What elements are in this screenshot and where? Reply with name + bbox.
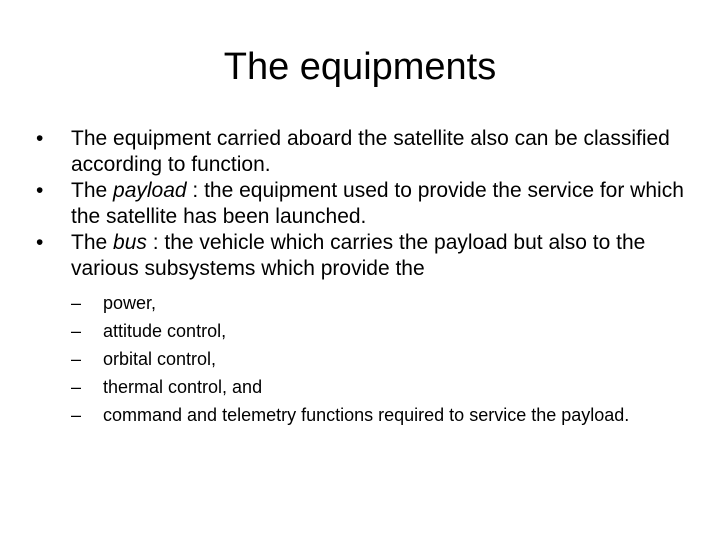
subsystem-text: orbital control, bbox=[103, 349, 217, 369]
bullet-text-lead: The bbox=[71, 231, 114, 254]
subsystem-text: thermal control, and bbox=[103, 377, 263, 397]
slide-body bbox=[36, 126, 686, 429]
bullet-item-payload bbox=[36, 178, 686, 230]
subsystem-item-command-telemetry bbox=[71, 401, 686, 429]
bullet-text-definition: : the vehicle which carries the payload but also to the various subsystems which provide the bbox=[71, 231, 646, 280]
subsystem-item-thermal bbox=[71, 373, 686, 401]
dash-marker: – bbox=[71, 377, 82, 397]
slide-title: The equipments bbox=[223, 46, 497, 88]
subsystem-item-power bbox=[71, 289, 686, 317]
bullet-item-classification bbox=[36, 126, 686, 178]
bullet-item-bus bbox=[36, 230, 686, 429]
bus-term: bus bbox=[113, 231, 147, 254]
dash-marker: – bbox=[71, 349, 82, 369]
dash-marker: – bbox=[71, 293, 82, 313]
bullet-text: The equipment carried aboard the satellite also can be classified according to function. bbox=[71, 127, 670, 176]
bullet-list bbox=[36, 126, 686, 429]
subsystem-item-attitude bbox=[71, 317, 686, 345]
dash-marker: – bbox=[71, 405, 82, 425]
subsystem-item-orbital bbox=[71, 345, 686, 373]
subsystem-list bbox=[71, 289, 686, 429]
bullet-text-definition: : the equipment used to provide the service for which the satellite has been launched. bbox=[71, 179, 684, 228]
bullet-marker: • bbox=[36, 179, 44, 202]
dash-marker: – bbox=[71, 321, 82, 341]
bullet-marker: • bbox=[36, 231, 44, 254]
payload-term: payload bbox=[113, 179, 187, 202]
bullet-text-lead: The bbox=[71, 179, 114, 202]
subsystem-text: command and telemetry functions required to service the payload. bbox=[103, 405, 630, 425]
subsystem-text: attitude control, bbox=[103, 321, 227, 341]
subsystem-text: power, bbox=[103, 293, 157, 313]
bullet-marker: • bbox=[36, 127, 44, 150]
